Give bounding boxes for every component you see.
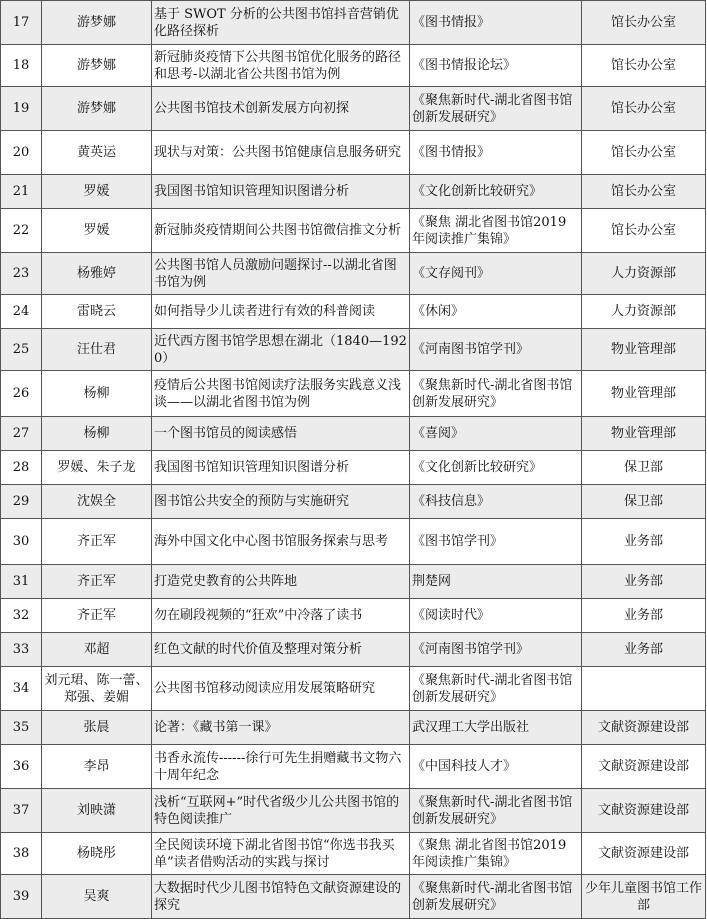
title-cell: 近代西方图书馆学思想在湖北（1840—1920） [152, 329, 410, 371]
table-row [1, 875, 706, 919]
title-cell: 我国图书馆知识管理知识图谱分析 [152, 175, 410, 209]
source-cell: 《图书情报》 [410, 131, 582, 175]
source-cell: 《文化创新比较研究》 [410, 451, 582, 485]
department-cell: 文献资源建设部 [582, 745, 706, 789]
author-cell: 邓超 [42, 633, 152, 667]
table-row [1, 417, 706, 451]
row-number-cell: 28 [1, 451, 42, 485]
source-cell: 《图书情报论坛》 [410, 45, 582, 87]
source-cell: 荆楚网 [410, 565, 582, 599]
title-cell: 新冠肺炎疫情期间公共图书馆微信推文分析 [152, 209, 410, 253]
title-cell: 新冠肺炎疫情下公共图书馆优化服务的路径和思考-以湖北省公共图书馆为例 [152, 45, 410, 87]
source-cell: 《河南图书馆学刊》 [410, 633, 582, 667]
table-row [1, 45, 706, 87]
title-cell: 一个图书馆员的阅读感悟 [152, 417, 410, 451]
row-number-cell: 21 [1, 175, 42, 209]
department-cell: 文献资源建设部 [582, 833, 706, 875]
title-cell: 我国图书馆知识管理知识图谱分析 [152, 451, 410, 485]
table-row [1, 175, 706, 209]
author-cell: 黄英运 [42, 131, 152, 175]
row-number-cell: 35 [1, 711, 42, 745]
author-cell: 李昂 [42, 745, 152, 789]
department-cell: 业务部 [582, 633, 706, 667]
title-cell: 浅析“互联网+”时代省级少儿公共图书馆的特色阅读推广 [152, 789, 410, 833]
title-cell: 海外中国文化中心图书馆服务探索与思考 [152, 519, 410, 565]
table-row [1, 485, 706, 519]
department-cell: 馆长办公室 [582, 45, 706, 87]
department-cell [582, 667, 706, 711]
table-body [1, 1, 706, 919]
row-number-cell: 18 [1, 45, 42, 87]
author-cell: 沈娱全 [42, 485, 152, 519]
author-cell: 齐正军 [42, 565, 152, 599]
table-row [1, 711, 706, 745]
author-cell: 齐正军 [42, 519, 152, 565]
department-cell: 馆长办公室 [582, 87, 706, 131]
row-number-cell: 32 [1, 599, 42, 633]
department-cell: 馆长办公室 [582, 209, 706, 253]
row-number-cell: 19 [1, 87, 42, 131]
department-cell: 馆长办公室 [582, 131, 706, 175]
source-cell: 《聚焦新时代-湖北省图书馆创新发展研究》 [410, 87, 582, 131]
row-number-cell: 20 [1, 131, 42, 175]
table-row [1, 329, 706, 371]
author-cell: 罗媛 [42, 175, 152, 209]
title-cell: 全民阅读环境下湖北省图书馆“你选书我买单”读者借购活动的实践与探讨 [152, 833, 410, 875]
title-cell: 公共图书馆技术创新发展方向初探 [152, 87, 410, 131]
row-number-cell: 17 [1, 1, 42, 45]
row-number-cell: 33 [1, 633, 42, 667]
row-number-cell: 22 [1, 209, 42, 253]
department-cell: 业务部 [582, 519, 706, 565]
author-cell: 游梦娜 [42, 87, 152, 131]
table-row [1, 633, 706, 667]
source-cell: 《阅读时代》 [410, 599, 582, 633]
department-cell: 文献资源建设部 [582, 789, 706, 833]
source-cell: 《聚焦新时代-湖北省图书馆创新发展研究》 [410, 875, 582, 919]
table-row [1, 209, 706, 253]
department-cell: 业务部 [582, 565, 706, 599]
source-cell: 《河南图书馆学刊》 [410, 329, 582, 371]
source-cell: 《文存阅刊》 [410, 253, 582, 295]
title-cell: 现状与对策：公共图书馆健康信息服务研究 [152, 131, 410, 175]
author-cell: 吴爽 [42, 875, 152, 919]
source-cell: 《聚焦新时代-湖北省图书馆创新发展研究》 [410, 371, 582, 417]
author-cell: 雷晓云 [42, 295, 152, 329]
source-cell: 《休闲》 [410, 295, 582, 329]
author-cell: 齐正军 [42, 599, 152, 633]
author-cell: 刘元珺、陈一蕾、郑强、姜媚 [42, 667, 152, 711]
author-cell: 罗媛 [42, 209, 152, 253]
author-cell: 游梦娜 [42, 45, 152, 87]
department-cell: 人力资源部 [582, 253, 706, 295]
table-row [1, 1, 706, 45]
title-cell: 勿在刷段视频的“狂欢”中冷落了读书 [152, 599, 410, 633]
author-cell: 张晨 [42, 711, 152, 745]
author-cell: 杨柳 [42, 417, 152, 451]
row-number-cell: 30 [1, 519, 42, 565]
author-cell: 汪仕君 [42, 329, 152, 371]
source-cell: 《图书情报》 [410, 1, 582, 45]
table-row [1, 131, 706, 175]
department-cell: 物业管理部 [582, 371, 706, 417]
source-cell: 《图书馆学刊》 [410, 519, 582, 565]
title-cell: 书香永流传------徐行可先生捐赠藏书文物六十周年纪念 [152, 745, 410, 789]
table-row [1, 833, 706, 875]
title-cell: 公共图书馆移动阅读应用发展策略研究 [152, 667, 410, 711]
source-cell: 《聚焦新时代-湖北省图书馆创新发展研究》 [410, 789, 582, 833]
author-cell: 杨雅婷 [42, 253, 152, 295]
row-number-cell: 24 [1, 295, 42, 329]
title-cell: 大数据时代少儿图书馆特色文献资源建设的探究 [152, 875, 410, 919]
title-cell: 公共图书馆人员激励问题探讨--以湖北省图书馆为例 [152, 253, 410, 295]
title-cell: 疫情后公共图书馆阅读疗法服务实践意义浅谈——以湖北省图书馆为例 [152, 371, 410, 417]
department-cell: 文献资源建设部 [582, 711, 706, 745]
source-cell: 《喜阅》 [410, 417, 582, 451]
row-number-cell: 36 [1, 745, 42, 789]
table-row [1, 789, 706, 833]
title-cell: 论著：《藏书第一课》 [152, 711, 410, 745]
row-number-cell: 27 [1, 417, 42, 451]
row-number-cell: 38 [1, 833, 42, 875]
title-cell: 打造党史教育的公共阵地 [152, 565, 410, 599]
title-cell: 红色文献的时代价值及整理对策分析 [152, 633, 410, 667]
row-number-cell: 29 [1, 485, 42, 519]
author-cell: 杨柳 [42, 371, 152, 417]
row-number-cell: 25 [1, 329, 42, 371]
table-row [1, 295, 706, 329]
table-row [1, 253, 706, 295]
row-number-cell: 31 [1, 565, 42, 599]
author-cell: 游梦娜 [42, 1, 152, 45]
row-number-cell: 23 [1, 253, 42, 295]
department-cell: 保卫部 [582, 485, 706, 519]
table-row [1, 667, 706, 711]
source-cell: 《中国科技人才》 [410, 745, 582, 789]
title-cell: 如何指导少儿读者进行有效的科普阅读 [152, 295, 410, 329]
table-row [1, 519, 706, 565]
source-cell: 《聚焦新时代-湖北省图书馆创新发展研究》 [410, 667, 582, 711]
source-cell: 《科技信息》 [410, 485, 582, 519]
table-row [1, 745, 706, 789]
department-cell: 少年儿童图书馆工作部 [582, 875, 706, 919]
source-cell: 《文化创新比较研究》 [410, 175, 582, 209]
row-number-cell: 34 [1, 667, 42, 711]
title-cell: 基于 SWOT 分析的公共图书馆抖音营销优化路径探析 [152, 1, 410, 45]
department-cell: 物业管理部 [582, 417, 706, 451]
author-cell: 刘映潇 [42, 789, 152, 833]
table-row [1, 371, 706, 417]
row-number-cell: 26 [1, 371, 42, 417]
department-cell: 保卫部 [582, 451, 706, 485]
department-cell: 业务部 [582, 599, 706, 633]
author-cell: 罗媛、朱子龙 [42, 451, 152, 485]
table-row [1, 451, 706, 485]
table-row [1, 599, 706, 633]
source-cell: 武汉理工大学出版社 [410, 711, 582, 745]
table-row [1, 565, 706, 599]
row-number-cell: 37 [1, 789, 42, 833]
department-cell: 馆长办公室 [582, 1, 706, 45]
source-cell: 《聚焦 湖北省图书馆2019年阅读推广集锦》 [410, 833, 582, 875]
author-cell: 杨晓彤 [42, 833, 152, 875]
row-number-cell: 39 [1, 875, 42, 919]
title-cell: 图书馆公共安全的预防与实施研究 [152, 485, 410, 519]
department-cell: 物业管理部 [582, 329, 706, 371]
department-cell: 馆长办公室 [582, 175, 706, 209]
source-cell: 《聚焦 湖北省图书馆2019年阅读推广集锦》 [410, 209, 582, 253]
table-row [1, 87, 706, 131]
department-cell: 人力资源部 [582, 295, 706, 329]
